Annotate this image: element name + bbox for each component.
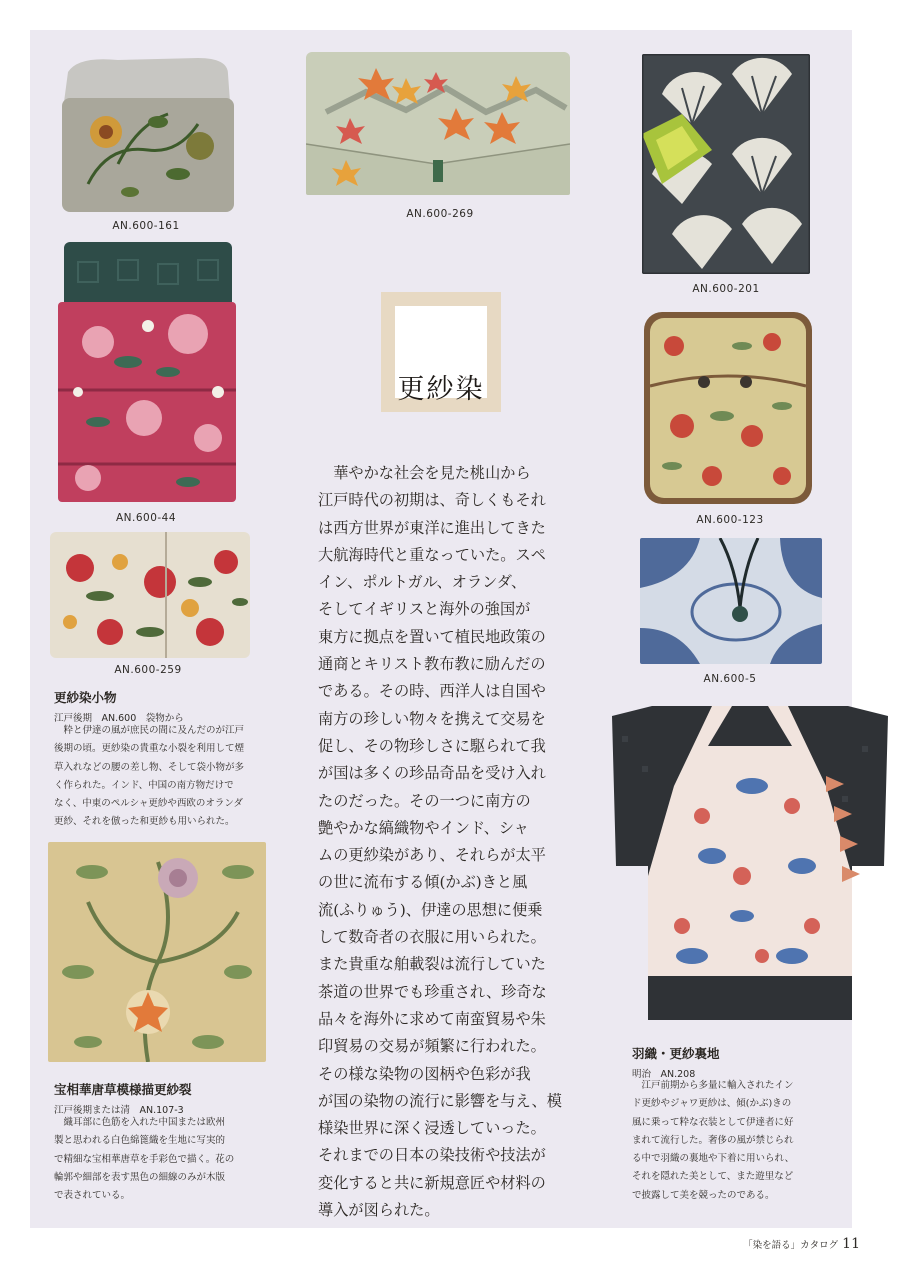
haori-photo	[612, 706, 888, 1020]
pouch-photo-44	[58, 242, 236, 504]
section-title-block	[381, 292, 501, 412]
section1-description: 粋と伊達の風が庶民の間に及んだのが江戸 後期の頃。更紗染の貴重な小裂を利用して煙 草入れなどの腰の差し物、そして袋小物が多 く作られた。インド、中国の南方物だけで なく、中東のペルシャ更紗や西欧のオランダ 更紗、それを倣った和更紗も用いられた。	[54, 725, 245, 828]
section2-meta: 江戸後期または清 AN.107-3	[54, 1105, 184, 1116]
caption-an600-259: AN.600-259	[114, 664, 182, 676]
section3-description: 江戸前期から多量に輸入されたイン ド更紗やジャワ更紗は、傾(かぶ)きの 風に乗って粋な衣装として伊達者に好 まれて流行した。奢侈の風が禁じられ る中で羽織の裏地や下着に用いられ、 それを隠れた美として、また遊里など で披露して美を競ったのである。	[632, 1080, 795, 1201]
section3-meta: 明治 AN.208	[632, 1069, 696, 1080]
caption-an600-269: AN.600-269	[406, 208, 474, 220]
main-body-text: 華やかな社会を見た桃山から 江戸時代の初期は、奇しくもそれ は西方世界が東洋に進出してきた 大航海時代と重なっていた。スペ イン、ポルトガル、オランダ、 そしてイギリスと海外の強国が 東方に拠点を置いて植民地政策の 通商とキリスト教布教に励んだの である。その時、西洋人は自国や 南方の珍しい物々を携えて交易を 促し、その物珍しさに駆られて我 が国は多くの珍品奇品を受け入れ たのだった。その一つに南方の 艶やかな縞織物やインド、シャ ムの更紗染があり、それらが太平 の世に流布する傾(かぶ)きと風 流(ふりゅう)、伊達の思想に便乗 して数奇者の衣服に用いられた。 また貴重な舶載裂は流行していた 茶道の世界でも珍重され、珍奇な 品々を海外に求めて南蛮貿易や朱 印貿易の交易が頻繁に行われた。 その様な染物の図柄や色彩が我 が国の染物の流行に影響を与え、模 様染世界に深く浸透していった。 それまでの日本の染技術や技法が 変化すると共に新規意匠や材料の 導入が図られた。	[318, 464, 562, 1220]
caption-an600-44: AN.600-44	[115, 512, 177, 524]
caption-an600-201: AN.600-201	[692, 283, 760, 295]
page-number: 11	[842, 1236, 860, 1252]
textile-photo-hosoge	[48, 842, 266, 1062]
section2-description: 織耳部に色筋を入れた中国または欧州 製と思われる白色綿篦織を生地に写実的 で精細な宝相華唐草を手彩色で描く。花の 輪郭や細部を表す黒色の細線のみが木版 で表されている。	[54, 1117, 235, 1202]
caption-an600-123: AN.600-123	[696, 514, 764, 526]
pouch-photo-269	[306, 52, 570, 195]
page-title: 更紗染	[397, 374, 485, 405]
footer-label: 「染を語る」カタログ	[743, 1240, 839, 1251]
section2-title: 宝相華唐草模様描更紗裂	[54, 1082, 192, 1097]
pouch-photo-161	[58, 54, 236, 214]
section1-meta: 江戸後期 AN.600 袋物から	[54, 713, 184, 724]
caption-an600-161: AN.600-161	[112, 220, 180, 232]
section3-title: 羽織・更紗裏地	[632, 1046, 720, 1061]
section1-title: 更紗染小物	[54, 690, 117, 705]
caption-an600-5: AN.600-5	[703, 673, 757, 685]
pouch-photo-5	[640, 538, 822, 664]
pouch-photo-123	[642, 306, 814, 506]
pouch-photo-259	[50, 532, 250, 658]
pouch-photo-201	[642, 54, 810, 274]
page-footer	[700, 1236, 860, 1252]
